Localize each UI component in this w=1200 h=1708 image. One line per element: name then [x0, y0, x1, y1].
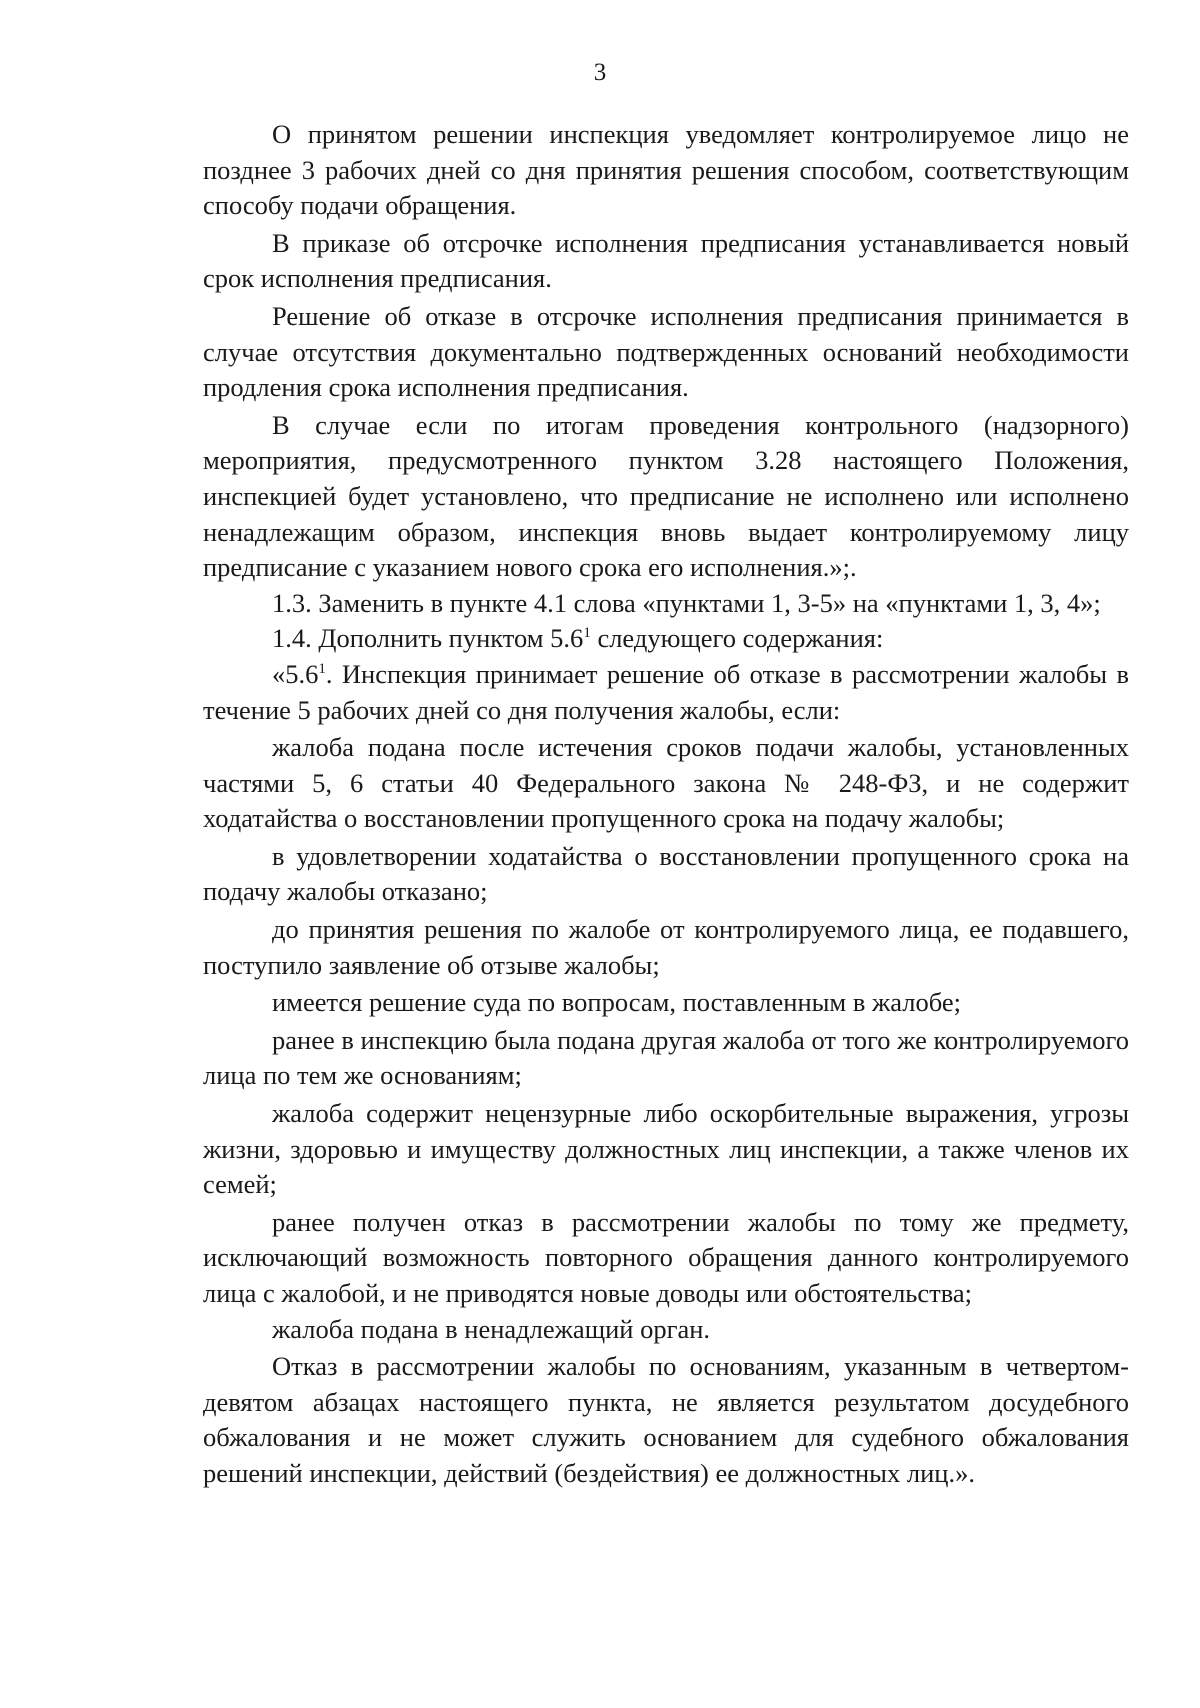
item-1-4-superscript: 1 [583, 625, 591, 642]
document-body [203, 117, 1129, 1492]
paragraph-new-deadline: В приказе об отсрочке исполнения предписания устанавливается новый срок исполнения предписания. [203, 227, 1129, 294]
condition-item: до принятия решения по жалобе от контролируемого лица, ее подавшего, поступило заявление об отзыве жалобы; [203, 914, 1129, 980]
paragraph-reissue-order: В случае если по итогам проведения контрольного (надзорного) мероприятия, предусмотренного пунктом 3.28 настоящего Положения, инспекцией будет установлено, что предписание не исполнено или исполнено ненадлежащим образом, инспекция вновь выдает контролируемому лицу предписание с указанием нового срока его исполнения.»;. [203, 409, 1129, 583]
condition-item: ранее получен отказ в рассмотрении жалобы по тому же предмету, исключающий возможность повторного обращения данного контролируемого лица с жалобой, и не приводятся новые доводы или обстоятельства; [203, 1206, 1129, 1308]
paragraph-refusal-decision: Решение об отказе в отсрочке исполнения предписания принимается в случае отсутствия документально подтвержденных оснований необходимости продления срока исполнения предписания. [203, 300, 1129, 403]
item-5-6-1-text: «5.6 [272, 658, 319, 689]
condition-item: жалоба содержит нецензурные либо оскорбительные выражения, угрозы жизни, здоровью и имуществу должностных лиц инспекции, а также членов их семей; [203, 1098, 1129, 1200]
condition-item: ранее в инспекцию была подана другая жалоба от того же контролируемого лица по тем же основаниям; [203, 1024, 1129, 1091]
condition-item: имеется решение суда по вопросам, поставленным в жалобе; [272, 987, 961, 1018]
item-1-4-text: 1.4. Дополнить пунктом 5.6 [272, 623, 584, 654]
page-number: 3 [593, 59, 607, 86]
paragraph-closing: Отказ в рассмотрении жалобы по основаниям, указанным в четвертом-девятом абзацах настоящего пункта, не является результатом досудебного обжалования и не может служить основанием для судебного обжалования решений инспекции, действий (бездействия) ее должностных лиц.». [203, 1351, 1129, 1488]
condition-item: жалоба подана после истечения сроков подачи жалобы, установленных частями 5, 6 статьи 40 Федерального закона № 248-ФЗ, и не содержит ходатайства о восстановлении пропущенного срока на подачу жалобы; [203, 732, 1129, 834]
paragraph-notification: О принятом решении инспекция уведомляет контролируемое лицо не позднее 3 рабочих дней со дня принятия решения способом, соответствующим способу подачи обращения. [203, 119, 1129, 221]
item-5-6-1-text-after: . Инспекция принимает решение об отказе в рассмотрении жалобы в течение 5 рабочих дней со дня получения жалобы, если: [203, 658, 1129, 725]
item-5-6-1-superscript: 1 [318, 660, 326, 677]
condition-item: в удовлетворении ходатайства о восстановлении пропущенного срока на подачу жалобы отказано; [203, 840, 1129, 907]
item-1-4-text-after: следующего содержания: [590, 623, 884, 654]
paragraph-item-5-6-1 [203, 657, 1129, 728]
paragraph-item-1-4 [203, 621, 1129, 657]
paragraph-item-1-3: 1.3. Заменить в пункте 4.1 слова «пунктами 1, 3-5» на «пунктами 1, 3, 4»; [272, 587, 1101, 618]
condition-item: жалоба подана в ненадлежащий орган. [272, 1313, 711, 1344]
